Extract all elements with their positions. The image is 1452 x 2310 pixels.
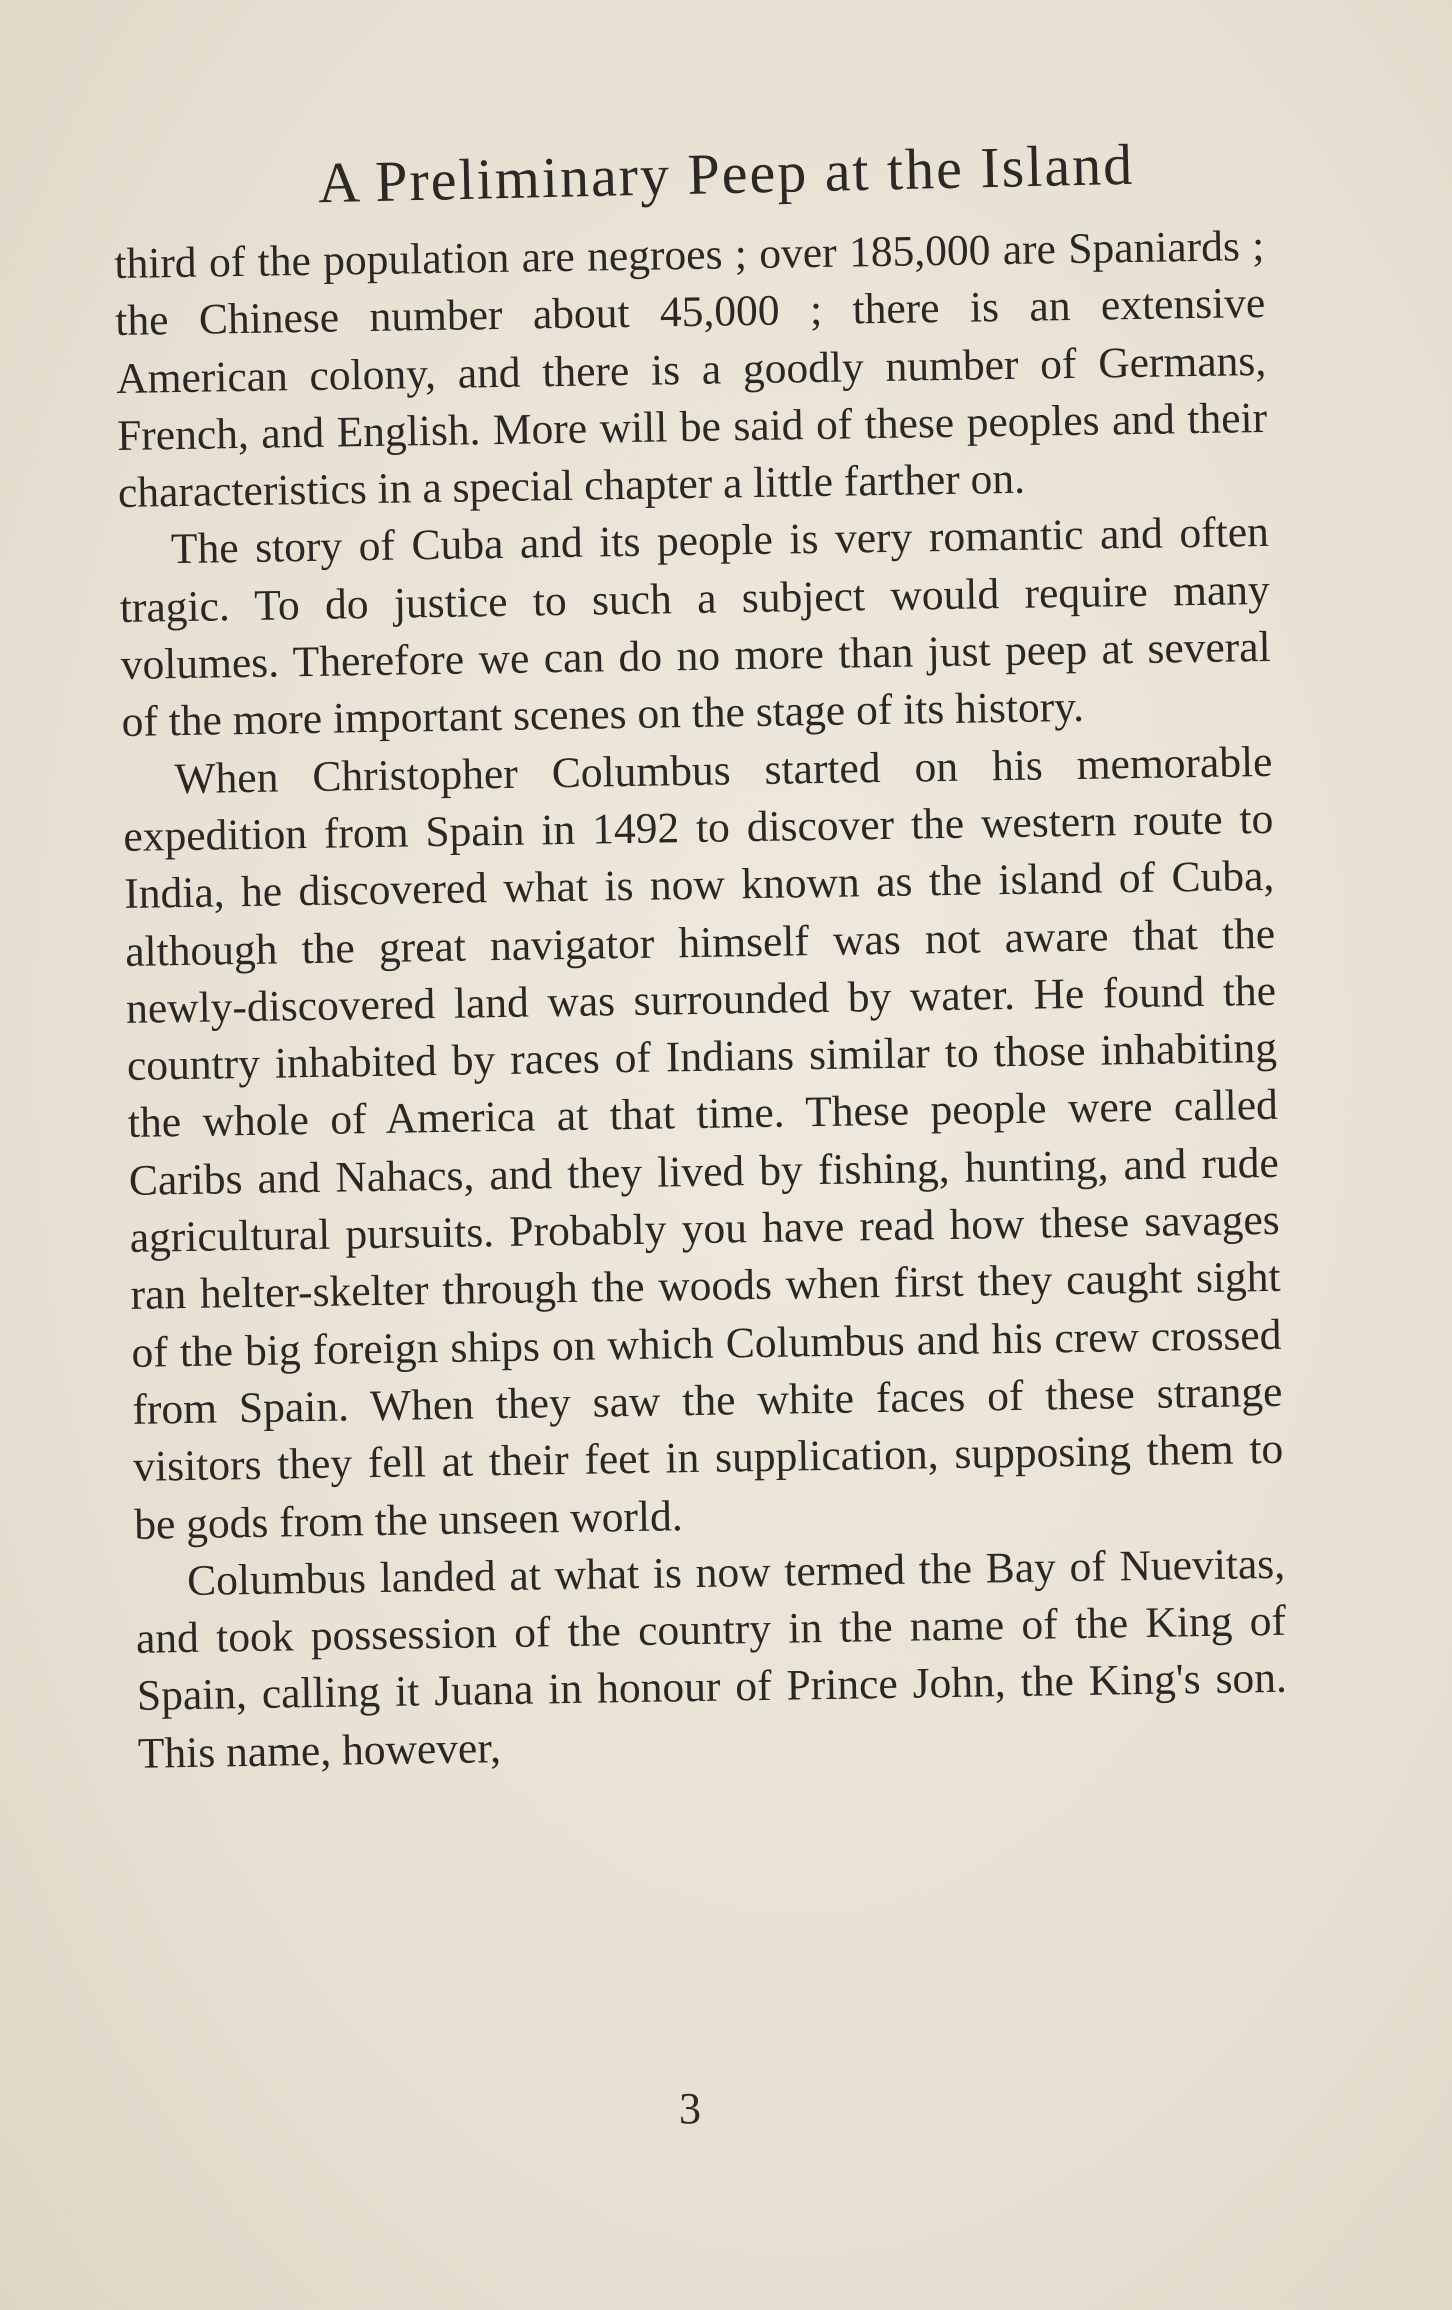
paragraph-columbus-expedition: When Christopher Columbus started on his memorable expedition from Spain in 1492 to discover the western route to India, he discovered what is now known as the island of Cuba, although the great navigator himself was not aware that the newly-discovered land was surrounded by water. He found the country inhabited by races of Indians similar to those inhabiting the whole of America at that time. These people were called Caribs and Nahacs, and they lived by fishing, hunting, and rude agricultural pursuits. Probably you have read how these savages ran helter-skelter through the woods when first they caught sight of the big foreign ships on which Columbus and his crew crossed from Spain. When they saw the white faces of these strange visitors they fell at their feet in supplication, supposing them to be gods from the unseen world.: [123, 737, 1284, 1549]
paragraph-continuation: third of the population are negroes ; over 185,000 are Spaniards ; the Chinese number about 45,000 ; there is an extensive American colony, and there is a goodly number of Germans, French, and English. More will be said of these peoples and their characteristics in a special chapter a little farther on.: [114, 221, 1268, 518]
running-head: A Preliminary Peep at the Island: [317, 131, 1135, 216]
paragraph-story-of-cuba: The story of Cuba and its people is very romantic and often tragic. To do justice to such a subject would require many volumes. Therefore we can do no more than just peep at several of the more important scenes on the stage of its history.: [119, 508, 1271, 747]
paragraph-columbus-landing: Columbus landed at what is now termed the Bay of Nuevitas, and took possession of the country in the name of the King of Spain, calling it Juana in honour of Prince John, the King's son. This name, however,: [135, 1539, 1288, 1778]
page-number: 3: [679, 2084, 701, 2133]
body-text: [114, 218, 1288, 1783]
